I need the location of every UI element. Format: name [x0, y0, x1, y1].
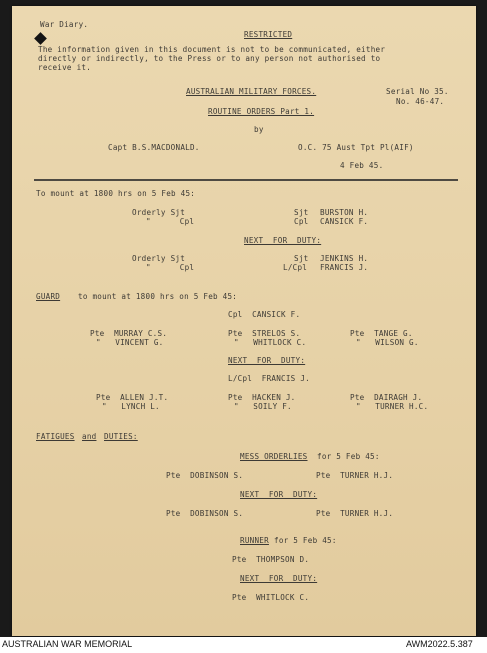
mount-next-name-1: JENKINS H.: [320, 254, 369, 263]
guard-col3-row2: " WILSON G.: [356, 338, 419, 347]
mess-orderlies-heading: MESS ORDERLIES: [240, 452, 308, 461]
war-diary-label: War Diary.: [40, 20, 89, 29]
runner-row: Pte THOMPSON D.: [232, 555, 310, 564]
mount-next-heading: NEXT FOR DUTY:: [244, 236, 322, 245]
orders-title: ROUTINE ORDERS Part 1.: [208, 107, 315, 116]
mount-role-2: " Cpl: [146, 217, 195, 226]
footer-institution: AUSTRALIAN WAR MEMORIAL: [2, 639, 133, 649]
guard-next-col3-row2: " TURNER H.C.: [356, 402, 429, 411]
mess-row-a: Pte DOBINSON S.: [166, 471, 244, 480]
guard-cpl: Cpl CANSICK F.: [228, 310, 301, 319]
force-title: AUSTRALIAN MILITARY FORCES.: [186, 87, 317, 96]
fatigues-heading-a: FATIGUES: [36, 432, 75, 441]
mount-next-rank-1: Sjt: [294, 254, 309, 263]
guard-col3-row1: Pte TANGE G.: [350, 329, 413, 338]
guard-next-col2-row2: " SOILY F.: [234, 402, 292, 411]
guard-next-heading: NEXT FOR DUTY:: [228, 356, 306, 365]
guard-next-col1-row1: Pte ALLEN J.T.: [96, 393, 169, 402]
officer-name: Capt B.S.MACDONALD.: [108, 143, 200, 152]
runner-heading: RUNNER: [240, 536, 269, 545]
guard-col2-row2: " WHITLOCK C.: [234, 338, 307, 347]
punch-hole-mark: [34, 32, 47, 45]
fatigues-heading-c: DUTIES:: [104, 432, 138, 441]
notice-line-3: receive it.: [38, 63, 92, 72]
mount-heading: To mount at 1800 hrs on 5 Feb 45:: [36, 189, 196, 198]
guard-next-col3-row1: Pte DAIRAGH J.: [350, 393, 423, 402]
order-numbers: No. 46-47.: [396, 97, 445, 106]
mount-next-name-2: FRANCIS J.: [320, 263, 369, 272]
mount-name-2: CANSICK F.: [320, 217, 369, 226]
guard-col2-row1: Pte STRELOS S.: [228, 329, 301, 338]
runner-next-row: Pte WHITLOCK C.: [232, 593, 310, 602]
header-divider: [34, 179, 458, 181]
archive-footer: [0, 637, 487, 653]
mount-next-role-1: Orderly Sjt: [132, 254, 186, 263]
order-date: 4 Feb 45.: [340, 161, 384, 170]
mess-next-row-b: Pte TURNER H.J.: [316, 509, 394, 518]
mount-role-1: Orderly Sjt: [132, 208, 186, 217]
runner-for: for 5 Feb 45:: [274, 536, 337, 545]
mess-orderlies-for: for 5 Feb 45:: [317, 452, 380, 461]
restricted-heading: RESTRICTED: [244, 30, 293, 39]
document-page: [12, 6, 476, 636]
mount-name-1: BURSTON H.: [320, 208, 369, 217]
unit-name: O.C. 75 Aust Tpt Pl(AIF): [298, 143, 414, 152]
guard-col1-row2: " VINCENT G.: [96, 338, 164, 347]
runner-next-heading: NEXT FOR DUTY:: [240, 574, 318, 583]
guard-next-col1-row2: " LYNCH L.: [102, 402, 160, 411]
mount-rank-1: Sjt: [294, 208, 309, 217]
by-label: by: [254, 125, 264, 134]
mount-next-rank-2: L/Cpl: [283, 263, 308, 272]
notice-line-1: The information given in this document is not to be communicated, either: [38, 45, 386, 54]
mess-row-b: Pte TURNER H.J.: [316, 471, 394, 480]
mess-next-row-a: Pte DOBINSON S.: [166, 509, 244, 518]
mount-rank-2: Cpl: [294, 217, 309, 226]
guard-col1-row1: Pte MURRAY C.S.: [90, 329, 168, 338]
fatigues-heading-b: and: [82, 432, 97, 441]
footer-accession: AWM2022.5.387: [406, 639, 473, 649]
mess-next-heading: NEXT FOR DUTY:: [240, 490, 318, 499]
guard-next-col2-row1: Pte HACKEN J.: [228, 393, 296, 402]
guard-heading: to mount at 1800 hrs on 5 Feb 45:: [78, 292, 238, 301]
notice-line-2: directly or indirectly, to the Press or to any person not authorised to: [38, 54, 381, 63]
mount-next-role-2: " Cpl: [146, 263, 195, 272]
guard-next-cpl: L/Cpl FRANCIS J.: [228, 374, 310, 383]
guard-label: GUARD: [36, 292, 61, 301]
serial-number: Serial No 35.: [386, 87, 449, 96]
